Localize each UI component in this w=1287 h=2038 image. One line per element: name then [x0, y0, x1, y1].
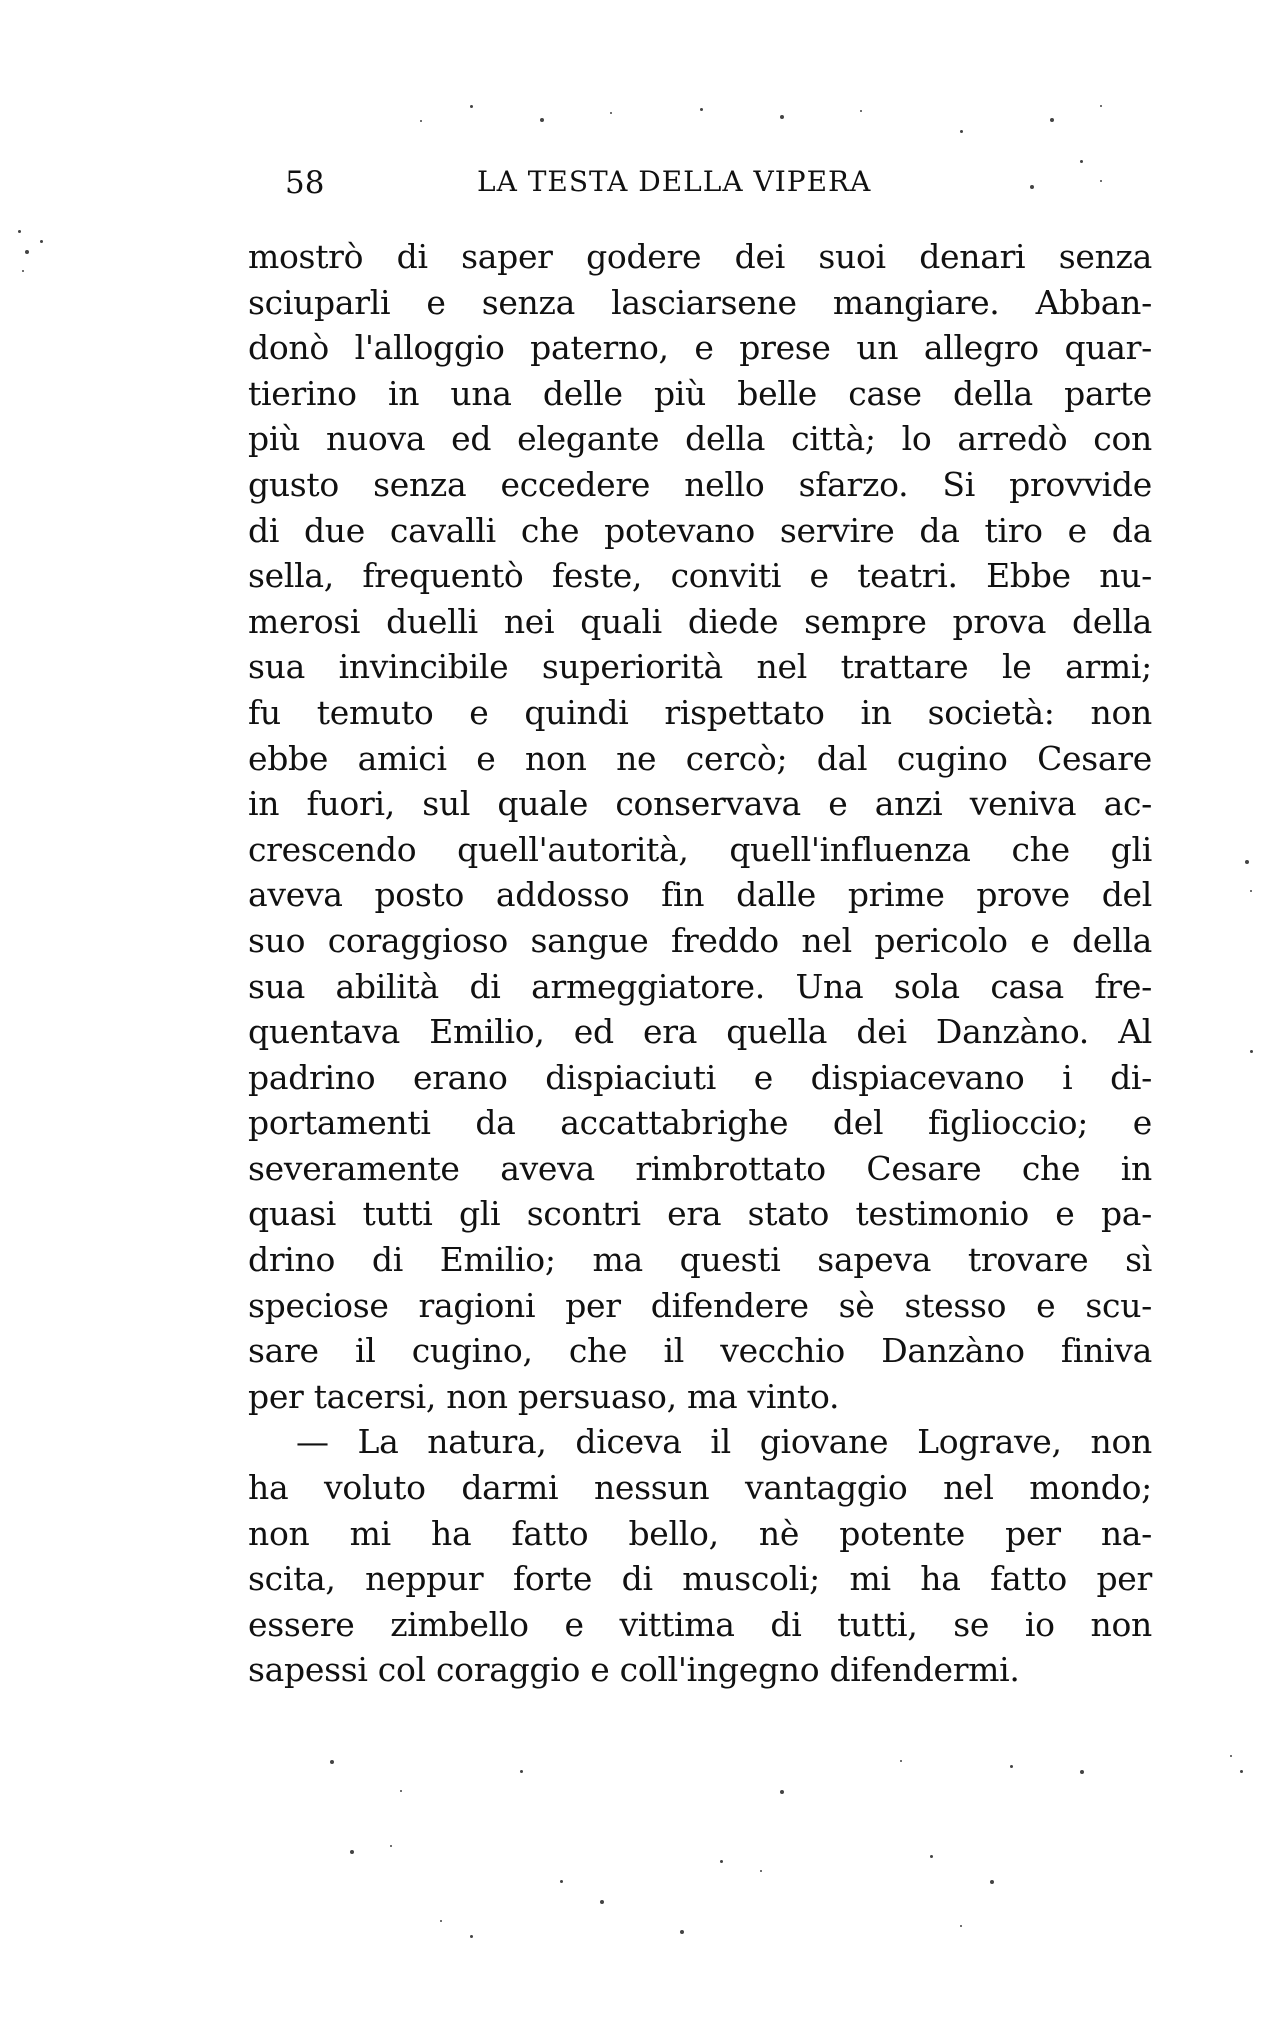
text-line: di due cavalli che potevano servire da tiro e da — [248, 510, 1152, 550]
text-line: gusto senza eccedere nello sfarzo. Si provvide — [248, 464, 1152, 504]
scan-speck — [990, 1880, 994, 1884]
text-line: ebbe amici e non ne cercò; dal cugino Cesare — [248, 738, 1152, 778]
scan-speck — [780, 1790, 784, 1794]
text-line: sua abilità di armeggiatore. Una sola casa fre- — [248, 966, 1152, 1006]
text-line: crescendo quell'autorità, quell'influenza che gli — [248, 829, 1152, 869]
scan-speck — [760, 1870, 762, 1872]
scan-speck — [960, 130, 963, 133]
text-line: più nuova ed elegante della città; lo arredò con — [248, 419, 1152, 459]
text-line: sapessi col coraggio e coll'ingegno difendermi. — [248, 1650, 1020, 1690]
scan-speck — [350, 1850, 354, 1854]
text-line: tierino in una delle più belle case della parte — [248, 373, 1152, 413]
scan-speck — [1250, 890, 1252, 892]
scan-speck — [610, 112, 612, 114]
scan-speck — [720, 1860, 723, 1863]
text-line: quasi tutti gli scontri era stato testimonio e pa- — [248, 1194, 1152, 1234]
scan-speck — [930, 1855, 933, 1858]
scan-speck — [600, 1900, 604, 1904]
scan-speck — [470, 1935, 473, 1938]
scan-speck — [470, 105, 473, 108]
scan-speck — [1250, 1050, 1253, 1053]
page-body-text — [248, 234, 1152, 1693]
text-line: portamenti da accattabrighe del figlioccio; e — [248, 1103, 1152, 1143]
scan-speck — [440, 1920, 442, 1922]
scan-speck — [400, 1790, 402, 1792]
scan-speck — [1230, 1755, 1232, 1757]
page-number: 58 — [285, 165, 325, 201]
scan-speck — [1010, 1765, 1013, 1768]
text-line: non mi ha fatto bello, nè potente per na- — [248, 1513, 1152, 1553]
text-line: quentava Emilio, ed era quella dei Danzàno. Al — [248, 1012, 1152, 1052]
text-line: padrino erano dispiaciuti e dispiacevano i di- — [248, 1057, 1152, 1097]
scan-speck — [1050, 118, 1054, 122]
text-line: mostrò di saper godere dei suoi denari senza — [248, 237, 1152, 276]
scan-speck — [1100, 180, 1102, 182]
scan-speck — [22, 270, 24, 272]
text-line: aveva posto addosso fin dalle prime prove del — [248, 875, 1152, 915]
scan-speck — [1080, 160, 1083, 163]
text-line: sciuparli e senza lasciarsene mangiare. Abban- — [248, 282, 1152, 322]
scan-speck — [1100, 105, 1102, 107]
scan-speck — [900, 1760, 902, 1762]
text-line: severamente aveva rimbrottato Cesare che in — [248, 1148, 1152, 1188]
scan-speck — [40, 240, 43, 243]
text-line: sella, frequentò feste, conviti e teatri. Ebbe nu- — [248, 556, 1152, 596]
text-line: scita, neppur forte di muscoli; mi ha fatto per — [248, 1559, 1152, 1599]
text-line: per tacersi, non persuaso, ma vinto. — [248, 1376, 840, 1416]
scan-speck — [700, 108, 703, 111]
text-line: ha voluto darmi nessun vantaggio nel mondo; — [248, 1468, 1152, 1508]
scan-speck — [390, 1845, 392, 1847]
scan-speck — [1030, 185, 1034, 189]
scan-speck — [860, 110, 862, 112]
text-line: drino di Emilio; ma questi sapeva trovare sì — [248, 1240, 1152, 1280]
scan-speck — [560, 1880, 563, 1883]
scan-speck — [540, 118, 544, 122]
text-line: sua invincibile superiorità nel trattare le armi; — [248, 647, 1152, 687]
scan-speck — [25, 250, 29, 254]
scan-speck — [1080, 1770, 1084, 1774]
scan-speck — [330, 1760, 334, 1764]
scan-speck — [780, 115, 784, 119]
running-header — [285, 165, 1115, 209]
scan-speck — [520, 1770, 523, 1773]
text-line: speciose ragioni per difendere sè stesso e scu- — [248, 1285, 1152, 1325]
text-line: merosi duelli nei quali diede sempre prova della — [248, 601, 1152, 641]
text-line: suo coraggioso sangue freddo nel pericolo e della — [248, 920, 1152, 960]
running-title: LA TESTA DELLA VIPERA — [477, 165, 872, 198]
text-line: — La natura, diceva il giovane Lograve, non — [296, 1422, 1152, 1462]
scan-speck — [1245, 860, 1249, 864]
scan-speck — [1240, 1770, 1243, 1773]
text-line: essere zimbello e vittima di tutti, se io non — [248, 1604, 1152, 1644]
scan-speck — [420, 120, 422, 122]
text-line: sare il cugino, che il vecchio Danzàno finiva — [248, 1331, 1152, 1371]
text-line: fu temuto e quindi rispettato in società: non — [248, 692, 1152, 732]
text-line: in fuori, sul quale conservava e anzi veniva ac- — [248, 784, 1152, 824]
text-line: donò l'alloggio paterno, e prese un allegro quar- — [248, 328, 1152, 368]
scan-speck — [680, 1930, 684, 1934]
scan-speck — [18, 230, 21, 233]
scan-speck — [960, 1925, 962, 1927]
